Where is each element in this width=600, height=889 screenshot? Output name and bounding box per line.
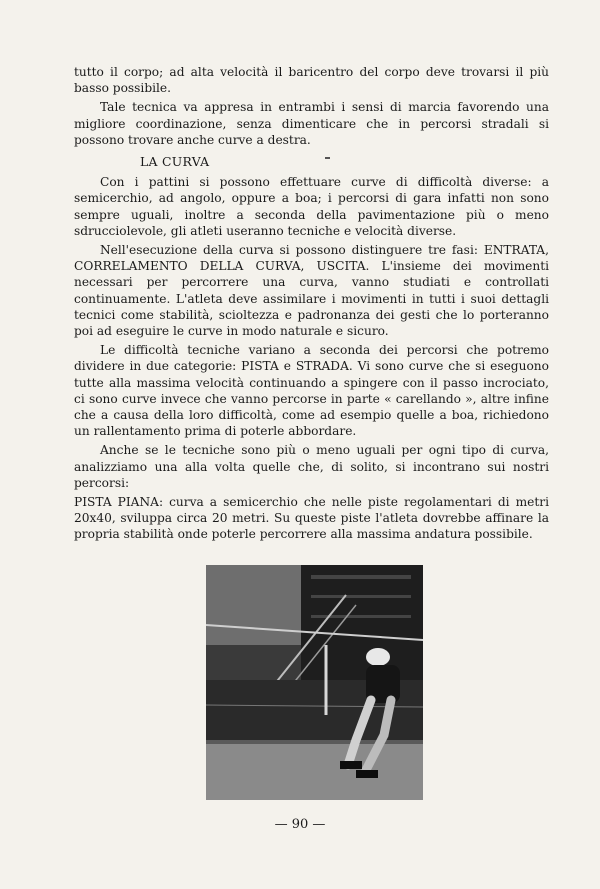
skater-photo-illustration [206, 565, 423, 800]
paragraph-phases: Nell'esecuzione della curva si possono distinguere tre fasi: ENTRATA, CORRELAMENTO DELLA CURVA, USCITA. L'insieme dei movimenti necessari per percorrere una curva, vanno studiati e controllati continuamente. L'atleta deve assimilare i movimenti in tutti i suoi dettagli tecnici come stabilità, scioltezza e padronanza dei gesti che lo porteranno poi ad eseguire le curve in modo naturale e sicuro. [74, 243, 549, 339]
paragraph-continuation: tutto il corpo; ad alta velocità il baricentro del corpo deve trovarsi il più basso possibile. [74, 65, 549, 96]
page-number: — 90 — [274, 817, 326, 832]
paragraph-analysis: Anche se le tecniche sono più o meno uguali per ogni tipo di curva, analizziamo una alla volta quelle che, di solito, si incontrano sui nostri percorsi: [74, 443, 549, 490]
print-mark [325, 157, 330, 159]
paragraph-difficulties: Le difficoltà tecniche variano a seconda dei percorsi che potremo dividere in due categorie: PISTA e STRADA. Vi sono curve che si eseguono tutte alla massima velocità continuando a spingere con il passo incrociato, ci sono curve invece che vanno percorse in parte « carellando », altre infine che a causa della loro difficoltà, come ad esempio quelle a boa, richiedono un rallentamento prima di poterle abbordare. [74, 343, 549, 439]
paragraph-technique: Tale tecnica va appresa in entrambi i sensi di marcia favorendo una migliore coordinazione, senza dimenticare che in percorsi stradali si possono trovare anche curve a destra. [74, 100, 549, 147]
paragraph-curves-intro: Con i pattini si possono effettuare curve di difficoltà diverse: a semicerchio, ad angolo, oppure a boa; i percorsi di gara infatti non sono sempre uguali, inoltre a seconda della pavimentazione più o meno sdrucciolevole, gli atleti useranno tecniche e velocità diverse. [74, 175, 549, 238]
body-text [74, 64, 549, 546]
skater-photo [206, 565, 423, 800]
paragraph-pista-piana: PISTA PIANA: curva a semicerchio che nelle piste regolamentari di metri 20x40, sviluppa circa 20 metri. Su queste piste l'atleta dovrebbe affinare la propria stabilità onde poterle percorrere alla massima andatura possibile. [74, 495, 549, 542]
section-heading: LA CURVA [140, 154, 210, 170]
